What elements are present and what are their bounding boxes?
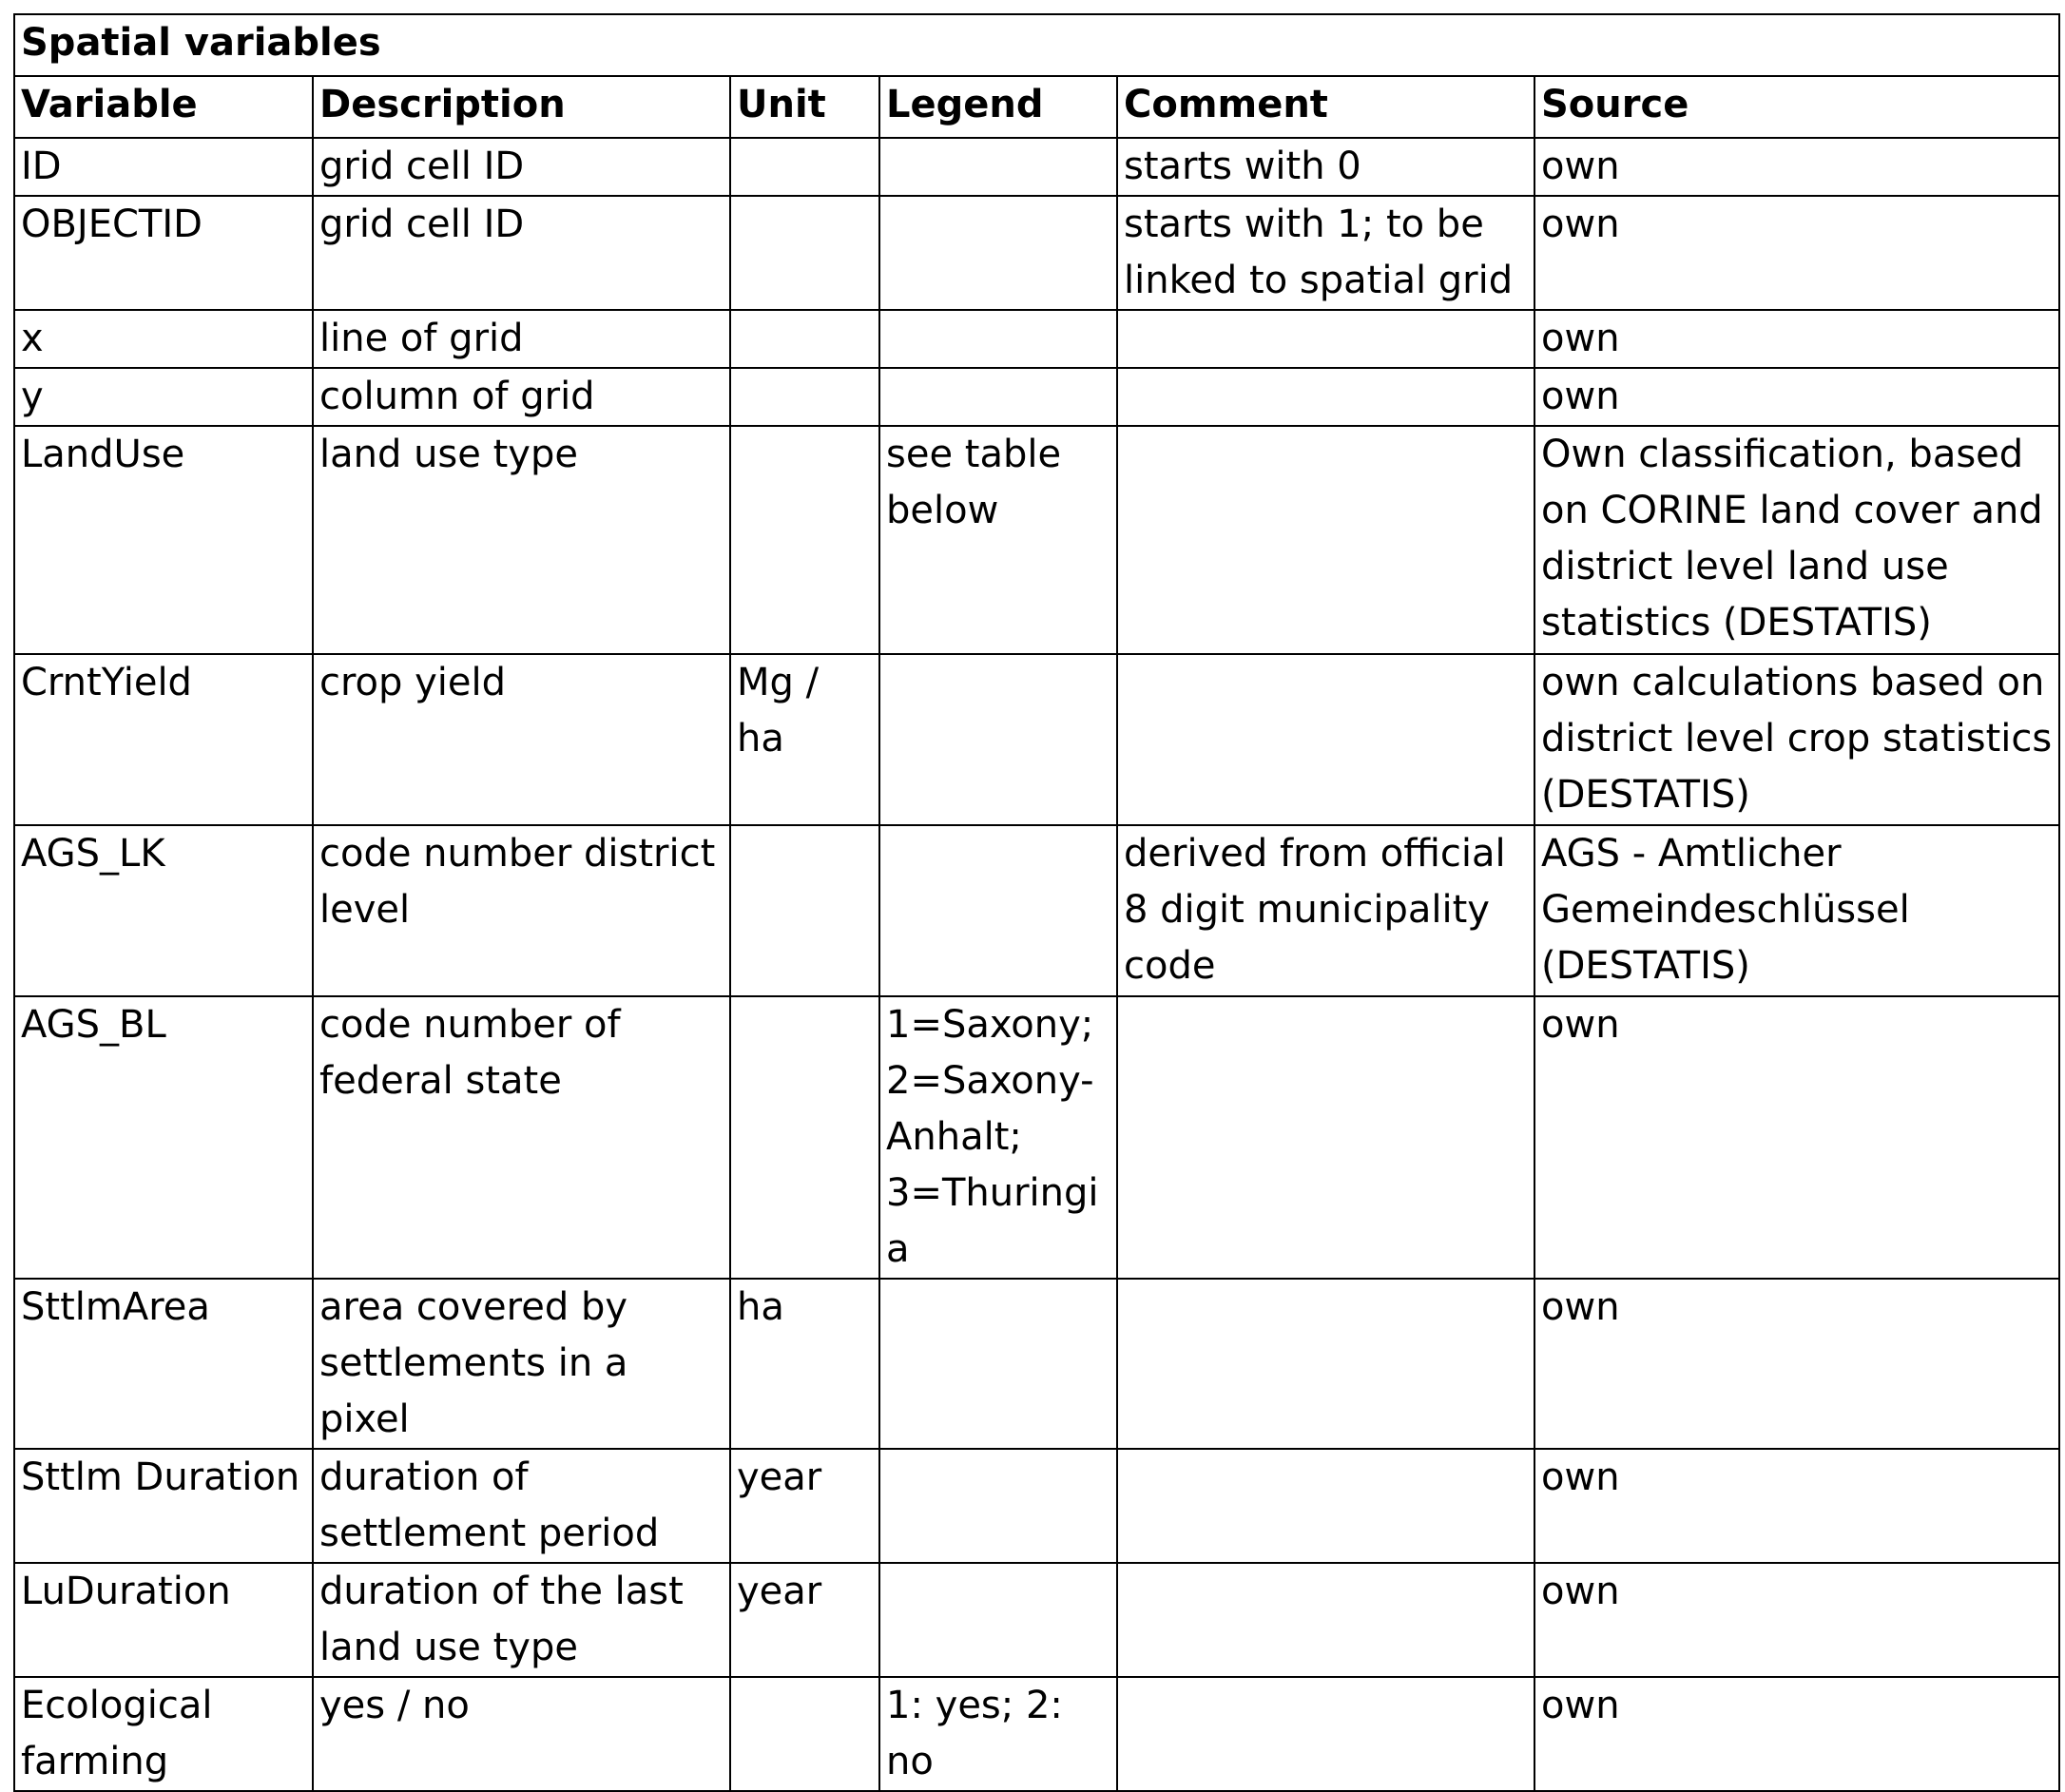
table-row: [14, 1449, 2059, 1563]
cell-legend: [879, 1563, 1117, 1677]
cell-comment: [1117, 1677, 1534, 1791]
cell-unit: [730, 825, 879, 996]
column-header: Variable: [14, 76, 313, 138]
cell-variable: CrntYield: [14, 654, 313, 825]
cell-source: AGS - Amtlicher Gemeindeschlüssel (DESTATIS): [1534, 825, 2059, 996]
table-row: [14, 310, 2059, 368]
cell-legend: [879, 825, 1117, 996]
column-header: Description: [313, 76, 730, 138]
cell-source: own: [1534, 138, 2059, 196]
cell-variable: y: [14, 368, 313, 426]
cell-variable: Sttlm Duration: [14, 1449, 313, 1563]
cell-comment: [1117, 310, 1534, 368]
column-header: Source: [1534, 76, 2059, 138]
cell-description: area covered by settlements in a pixel: [313, 1279, 730, 1449]
cell-source: own: [1534, 368, 2059, 426]
cell-source: own: [1534, 1563, 2059, 1677]
cell-comment: [1117, 1449, 1534, 1563]
cell-unit: [730, 426, 879, 654]
table-row: [14, 196, 2059, 310]
table-row: [14, 1677, 2059, 1791]
cell-unit: year: [730, 1449, 879, 1563]
table-row: [14, 368, 2059, 426]
cell-legend: 1: yes; 2: no: [879, 1677, 1117, 1791]
column-header: Legend: [879, 76, 1117, 138]
table-row: [14, 1279, 2059, 1449]
table-body: [14, 138, 2059, 1791]
cell-legend: [879, 1449, 1117, 1563]
cell-source: own: [1534, 310, 2059, 368]
table-row: [14, 996, 2059, 1279]
cell-comment: [1117, 368, 1534, 426]
cell-source: own: [1534, 196, 2059, 310]
cell-comment: [1117, 1563, 1534, 1677]
cell-legend: [879, 196, 1117, 310]
cell-legend: [879, 368, 1117, 426]
cell-variable: AGS_LK: [14, 825, 313, 996]
table-row: [14, 825, 2059, 996]
header-row: [14, 76, 2059, 138]
cell-comment: [1117, 654, 1534, 825]
cell-comment: [1117, 1279, 1534, 1449]
cell-unit: [730, 196, 879, 310]
table-row: [14, 654, 2059, 825]
cell-variable: LuDuration: [14, 1563, 313, 1677]
cell-comment: [1117, 996, 1534, 1279]
cell-unit: [730, 1677, 879, 1791]
cell-source: own: [1534, 1677, 2059, 1791]
cell-variable: Ecological farming: [14, 1677, 313, 1791]
cell-legend: [879, 138, 1117, 196]
spatial-variables-table: [13, 13, 2060, 1792]
cell-description: land use type: [313, 426, 730, 654]
cell-source: own: [1534, 1279, 2059, 1449]
cell-description: code number of federal state: [313, 996, 730, 1279]
table-row: [14, 1563, 2059, 1677]
cell-comment: starts with 1; to be linked to spatial grid: [1117, 196, 1534, 310]
table-row: [14, 138, 2059, 196]
title-row: [14, 14, 2059, 76]
cell-source: Own classification, based on CORINE land cover and district level land use statistics (DESTATIS): [1534, 426, 2059, 654]
table-title: Spatial variables: [14, 14, 2059, 76]
cell-comment: [1117, 426, 1534, 654]
cell-source: own calculations based on district level crop statistics (DESTATIS): [1534, 654, 2059, 825]
cell-description: grid cell ID: [313, 196, 730, 310]
cell-unit: [730, 138, 879, 196]
cell-description: yes / no: [313, 1677, 730, 1791]
cell-legend: [879, 654, 1117, 825]
cell-description: column of grid: [313, 368, 730, 426]
cell-variable: OBJECTID: [14, 196, 313, 310]
cell-unit: [730, 310, 879, 368]
cell-legend: [879, 1279, 1117, 1449]
cell-variable: LandUse: [14, 426, 313, 654]
cell-comment: starts with 0: [1117, 138, 1534, 196]
cell-description: duration of settlement period: [313, 1449, 730, 1563]
cell-unit: [730, 368, 879, 426]
cell-variable: x: [14, 310, 313, 368]
cell-description: code number district level: [313, 825, 730, 996]
cell-variable: SttlmArea: [14, 1279, 313, 1449]
cell-unit: [730, 996, 879, 1279]
cell-variable: ID: [14, 138, 313, 196]
column-header: Unit: [730, 76, 879, 138]
cell-source: own: [1534, 1449, 2059, 1563]
cell-unit: year: [730, 1563, 879, 1677]
cell-unit: ha: [730, 1279, 879, 1449]
cell-legend: [879, 310, 1117, 368]
table-row: [14, 426, 2059, 654]
cell-source: own: [1534, 996, 2059, 1279]
cell-description: duration of the last land use type: [313, 1563, 730, 1677]
cell-description: line of grid: [313, 310, 730, 368]
cell-variable: AGS_BL: [14, 996, 313, 1279]
cell-legend: 1=Saxony; 2=Saxony-Anhalt; 3=Thuringia: [879, 996, 1117, 1279]
cell-description: grid cell ID: [313, 138, 730, 196]
cell-unit: Mg / ha: [730, 654, 879, 825]
cell-legend: see table below: [879, 426, 1117, 654]
column-header: Comment: [1117, 76, 1534, 138]
cell-comment: derived from official 8 digit municipality code: [1117, 825, 1534, 996]
cell-description: crop yield: [313, 654, 730, 825]
